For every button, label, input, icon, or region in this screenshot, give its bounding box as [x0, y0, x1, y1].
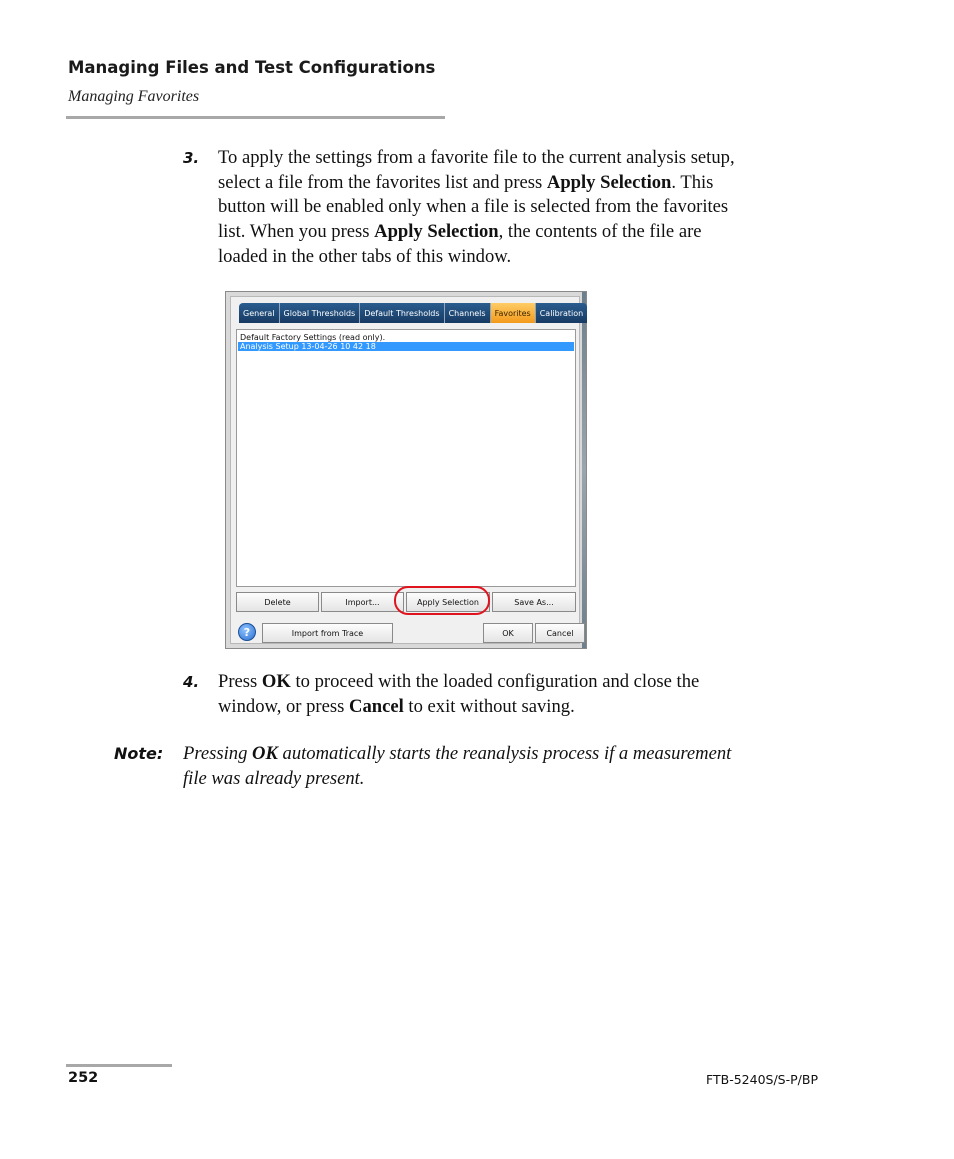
tab-favorites[interactable]: Favorites: [491, 303, 536, 323]
apply-selection-button[interactable]: Apply Selection: [406, 592, 490, 612]
note-line: Pressing OK automatically starts the reanalysis process if a measurement: [183, 743, 732, 764]
list-item-selected[interactable]: Analysis Setup 13-04-26 10 42 18: [238, 342, 574, 351]
step-line: To apply the settings from a favorite file to the current analysis setup,: [218, 147, 735, 168]
step-line: list. When you press Apply Selection, the contents of the file are: [218, 221, 702, 243]
apply-selection-highlight-circle: [394, 586, 490, 615]
note-label: Note:: [114, 744, 164, 763]
tab-bar: [239, 303, 587, 323]
ok-button[interactable]: OK: [483, 623, 533, 643]
save-as-button[interactable]: Save As...: [492, 592, 576, 612]
step-text: [218, 670, 699, 719]
list-item[interactable]: Default Factory Settings (read only).: [240, 333, 386, 342]
import-from-trace-button[interactable]: Import from Trace: [262, 623, 393, 643]
note-text: [183, 741, 731, 791]
window-frame-edge: [582, 292, 586, 648]
cancel-button[interactable]: Cancel: [535, 623, 585, 643]
section-title: Managing Favorites: [68, 88, 200, 105]
favorites-list[interactable]: [236, 329, 576, 587]
product-model: FTB-5240S/S-P/BP: [706, 1072, 818, 1087]
step-number: 4.: [183, 673, 200, 691]
tab-default-thresholds[interactable]: Default Thresholds: [360, 303, 444, 323]
header-divider: [66, 116, 445, 119]
import-button[interactable]: Import...: [321, 592, 404, 612]
step-line: loaded in the other tabs of this window.: [218, 245, 512, 267]
delete-button[interactable]: Delete: [236, 592, 319, 612]
tab-channels[interactable]: Channels: [445, 303, 491, 323]
step-text: [218, 146, 735, 270]
chapter-title: Managing Files and Test Configurations: [68, 58, 436, 77]
footer-divider: [66, 1064, 172, 1067]
step-number: 3.: [183, 149, 200, 167]
note-line: file was already present.: [183, 768, 365, 789]
question-mark-icon[interactable]: ?: [238, 623, 256, 641]
page-number: 252: [68, 1070, 99, 1086]
step-line: Press OK to proceed with the loaded configuration and close the: [218, 671, 700, 692]
step-line: window, or press Cancel to exit without saving.: [218, 695, 575, 717]
tab-calibration[interactable]: Calibration: [536, 303, 588, 323]
step-line: select a file from the favorites list and press Apply Selection. This: [218, 171, 714, 193]
step-line: button will be enabled only when a file is selected from the favorites: [218, 196, 729, 218]
tab-general[interactable]: General: [239, 303, 280, 323]
tab-global-thresholds[interactable]: Global Thresholds: [280, 303, 361, 323]
